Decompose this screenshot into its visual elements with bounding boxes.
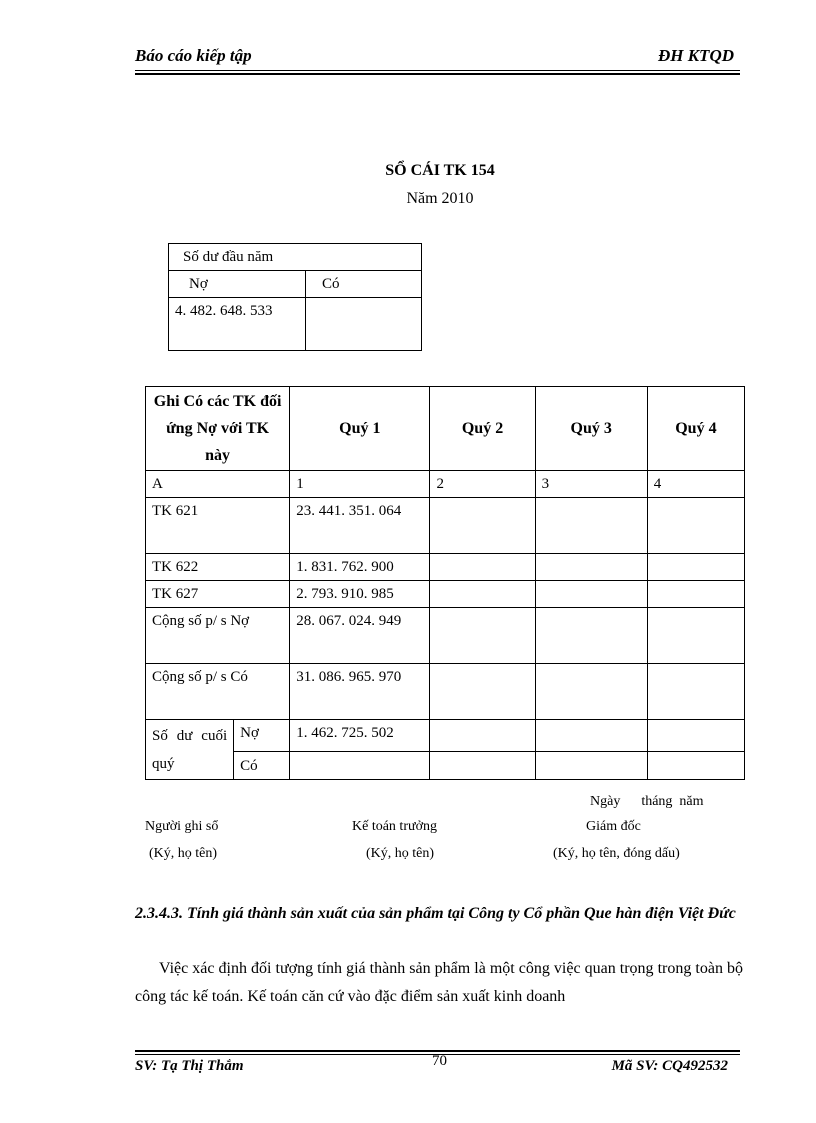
table-row [146, 608, 745, 664]
footer-student-name: SV: Tạ Thị Thắm [135, 1058, 244, 1074]
table-row [146, 554, 745, 581]
q1-cell: 28. 067. 024. 949 [290, 608, 430, 664]
footer-student-id: Mã SV: CQ492532 [611, 1058, 728, 1074]
closing-credit-label: Có [234, 752, 290, 780]
q2-cell [430, 554, 535, 581]
q2-cell [430, 498, 535, 554]
ledger-header-row [146, 387, 745, 471]
opening-debit-value: 4. 482. 648. 533 [169, 298, 306, 351]
opening-credit-label: Có [306, 271, 422, 298]
q2-cell [430, 752, 535, 780]
account-cell: Cộng số p/ s Nợ [146, 608, 290, 664]
q4-cell [647, 752, 744, 780]
index-cell: 2 [430, 471, 535, 498]
opening-balance-table [168, 243, 422, 351]
index-cell: 1 [290, 471, 430, 498]
closing-debit-q1: 1. 462. 725. 502 [290, 720, 430, 752]
q1-cell: 23. 441. 351. 064 [290, 498, 430, 554]
table-row [146, 581, 745, 608]
q4-cell [647, 664, 744, 720]
q3-cell [535, 581, 647, 608]
account-cell: TK 621 [146, 498, 290, 554]
page-number: 70 [432, 1053, 447, 1069]
account-cell: TK 622 [146, 554, 290, 581]
closing-credit-q1 [290, 752, 430, 780]
q4-cell [647, 554, 744, 581]
q3-cell [535, 498, 647, 554]
index-cell: 4 [647, 471, 744, 498]
q1-cell: 1. 831. 762. 900 [290, 554, 430, 581]
col-header-accounts: Ghi Có các TK đối ứng Nợ với TK này [146, 387, 290, 471]
q3-cell [535, 720, 647, 752]
q4-cell [647, 720, 744, 752]
table-row [146, 664, 745, 720]
col-header-q2: Quý 2 [430, 387, 535, 471]
closing-debit-row [146, 720, 745, 752]
q3-cell [535, 608, 647, 664]
opening-credit-value [306, 298, 422, 351]
footer-rule-thick [135, 1050, 740, 1052]
date-line: Ngày tháng năm [590, 794, 704, 809]
index-row [146, 471, 745, 498]
q1-cell: 31. 086. 965. 970 [290, 664, 430, 720]
account-cell: TK 627 [146, 581, 290, 608]
chief-accountant-sub: (Ký, họ tên) [366, 846, 435, 861]
section-heading: 2.3.4.3. Tính giá thành sản xuất của sản phẩm tại Công ty Cổ phần Que hàn điện Việt Đức [135, 905, 736, 922]
account-cell: Cộng số p/ s Có [146, 664, 290, 720]
q4-cell [647, 608, 744, 664]
col-header-q4: Quý 4 [647, 387, 744, 471]
closing-balance-label: Số dư cuối quý [146, 720, 234, 780]
col-header-q1: Quý 1 [290, 387, 430, 471]
header-rule-thick [135, 73, 740, 75]
q3-cell [535, 752, 647, 780]
q2-cell [430, 720, 535, 752]
opening-debit-label: Nợ [169, 271, 306, 298]
header-university: ĐH KTQD [657, 46, 734, 65]
header-report-title: Báo cáo kiếp tập [135, 46, 252, 65]
table-row [146, 498, 745, 554]
q2-cell [430, 581, 535, 608]
header-rule [135, 70, 740, 71]
ledger-table [145, 386, 745, 780]
q4-cell [647, 498, 744, 554]
closing-debit-label: Nợ [234, 720, 290, 752]
col-header-q3: Quý 3 [535, 387, 647, 471]
recorder-title: Người ghi sổ [145, 819, 219, 834]
recorder-sub: (Ký, họ tên) [149, 846, 218, 861]
index-cell: A [146, 471, 290, 498]
director-sub: (Ký, họ tên, đóng dấu) [553, 846, 680, 861]
opening-balance-label: Số dư đầu năm [169, 244, 422, 271]
chief-accountant-title: Kế toán trưởng [352, 819, 437, 834]
ledger-title: SỔ CÁI TK 154 [385, 162, 495, 179]
q2-cell [430, 664, 535, 720]
closing-credit-row [146, 752, 745, 780]
index-cell: 3 [535, 471, 647, 498]
q3-cell [535, 554, 647, 581]
q3-cell [535, 664, 647, 720]
director-title: Giám đốc [586, 819, 641, 834]
body-paragraph: Việc xác định đối tượng tính giá thành sản phẩm là một công việc quan trọng trong toàn bộ công tác kế toán. Kế toán căn cứ vào đặc điểm sản xuất kinh doanh [135, 960, 743, 1005]
q4-cell [647, 581, 744, 608]
q1-cell: 2. 793. 910. 985 [290, 581, 430, 608]
ledger-year: Năm 2010 [406, 190, 474, 207]
q2-cell [430, 608, 535, 664]
